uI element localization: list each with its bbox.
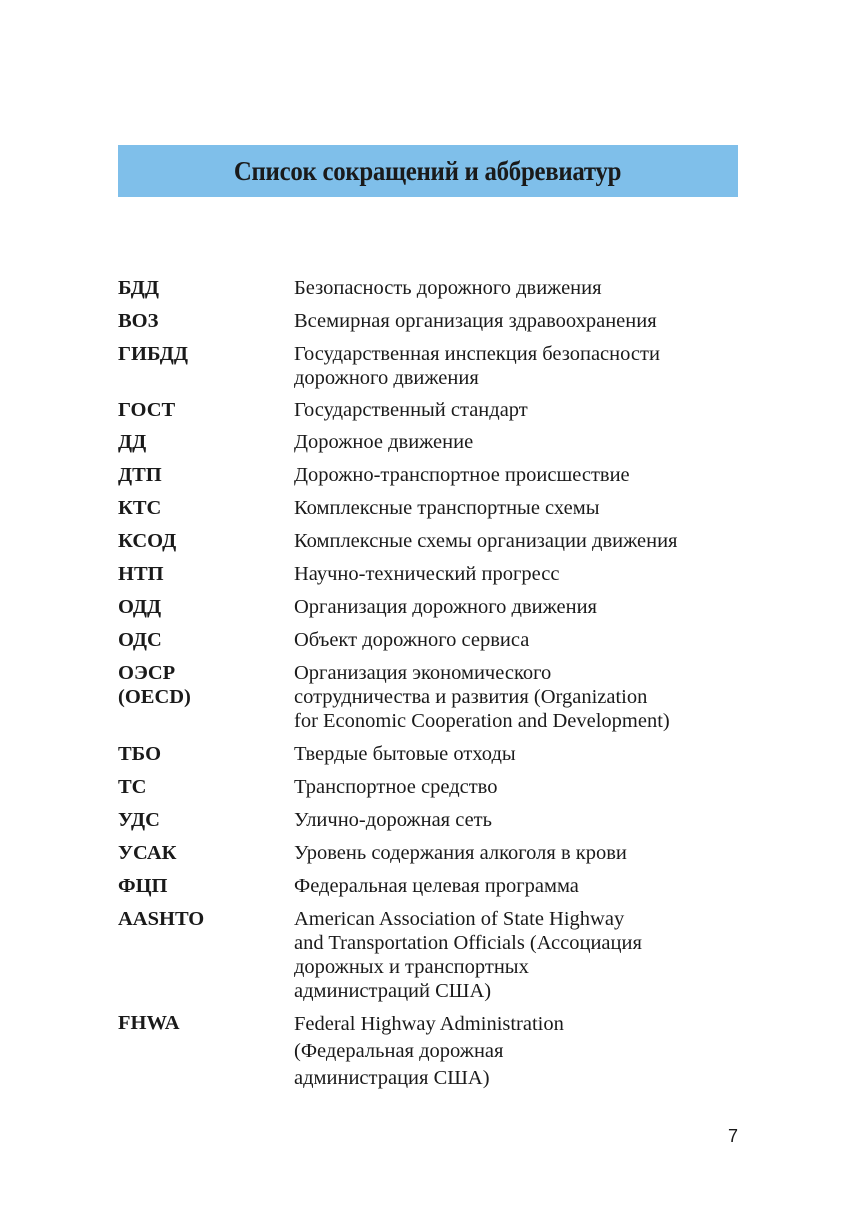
list-item [118,562,758,586]
abbreviation: AASHTO [118,908,205,930]
definition: American Association of State Highway and Transportation Officials (Ассоциация дорожных и транспортных администраций США) [294,908,642,1002]
abbreviation: ОЭСР (OECD) [118,662,191,708]
abbreviation: ТБО [118,743,162,765]
definition: Государственная инспекция безопасности дорожного движения [294,343,660,389]
abbreviation: ДТП [118,464,162,486]
definition: Твердые бытовые отходы [294,743,516,765]
list-item [118,628,758,652]
list-item [118,430,758,454]
abbreviation: ВОЗ [118,310,159,332]
abbreviation: ОДС [118,629,162,651]
definition: Безопасность дорожного движения [294,277,602,299]
list-item [118,595,758,619]
definition: Federal Highway Administration (Федеральная дорожная администрация США) [294,1013,564,1089]
list-item [118,874,758,898]
list-item [118,529,758,553]
abbreviation: КТС [118,497,162,519]
list-item [118,841,758,865]
definition: Улично-дорожная сеть [294,809,492,831]
abbreviation: БДД [118,277,159,299]
abbreviation: НТП [118,563,164,585]
definition: Дорожно-транспортное происшествие [294,464,630,486]
list-item [118,1011,758,1092]
abbreviation: УСАК [118,842,177,864]
definition: Организация экономического сотрудничества и развития (Organization for Economic Cooperation and Development) [294,662,670,732]
page-title: Список сокращений и аббревиатур [234,155,622,186]
list-item [118,342,758,390]
abbreviation: ГИБДД [118,343,188,365]
abbreviation: ТС [118,776,147,798]
title-banner [118,145,738,197]
page-number: 7 [727,1126,738,1146]
definition: Дорожное движение [294,431,474,453]
definition: Государственный стандарт [294,399,528,421]
definition: Научно-технический прогресс [294,563,560,585]
list-item [118,398,758,422]
list-item [118,661,758,733]
definition: Всемирная организация здравоохранения [294,310,657,332]
definition: Уровень содержания алкоголя в крови [294,842,627,864]
list-item [118,276,758,300]
abbreviation: ФЦП [118,875,168,897]
definition: Объект дорожного сервиса [294,629,530,651]
abbreviation: FHWA [118,1012,180,1034]
list-item [118,496,758,520]
list-item [118,775,758,799]
definition: Федеральная целевая программа [294,875,579,897]
list-item [118,309,758,333]
abbreviation: КСОД [118,530,177,552]
abbreviation: ГОСТ [118,399,176,421]
definition: Организация дорожного движения [294,596,597,618]
definition: Транспортное средство [294,776,498,798]
abbreviation-list [118,276,758,1092]
abbreviation: УДС [118,809,160,831]
definition: Комплексные схемы организации движения [294,530,678,552]
list-item [118,907,758,1003]
list-item [118,742,758,766]
abbreviation: ДД [118,431,147,453]
list-item [118,808,758,832]
list-item [118,463,758,487]
abbreviation: ОДД [118,596,162,618]
definition: Комплексные транспортные схемы [294,497,600,519]
